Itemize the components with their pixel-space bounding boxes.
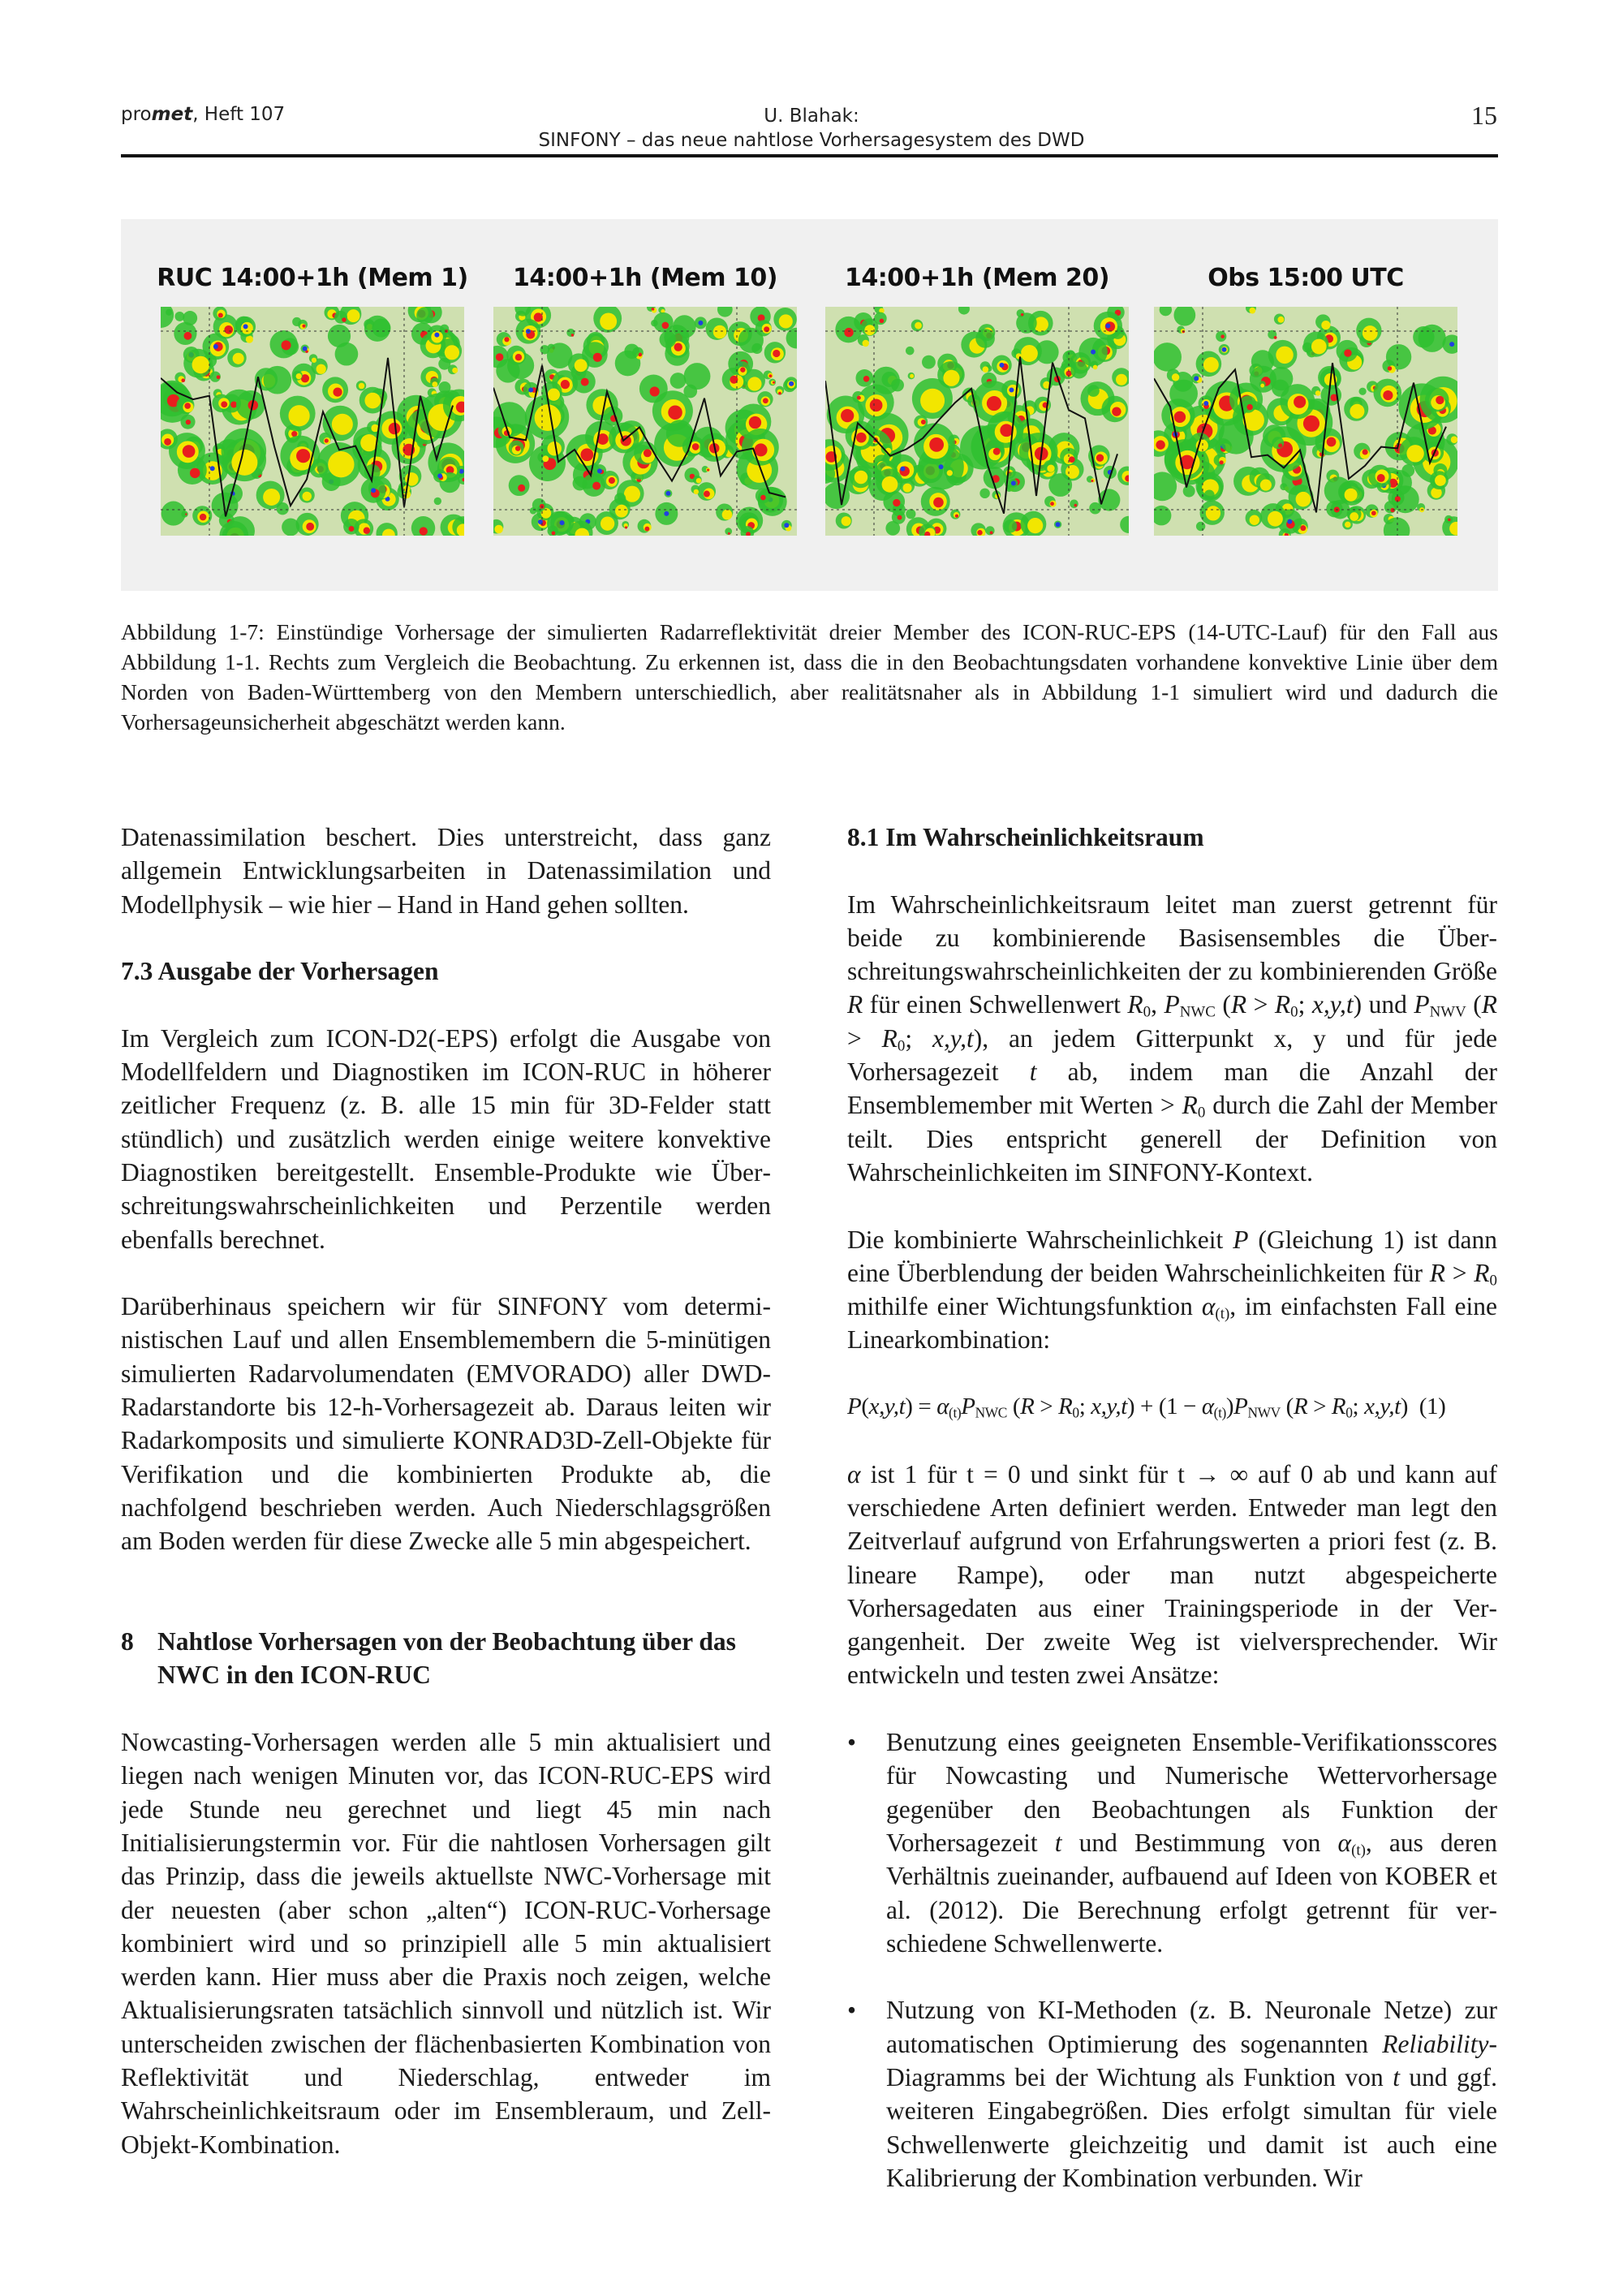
echo-yellow	[332, 414, 353, 435]
echo-red	[581, 378, 589, 386]
echo-red	[1294, 396, 1306, 408]
echo-yellow	[1093, 365, 1098, 370]
echo-red	[662, 322, 669, 330]
echo-green	[1070, 361, 1087, 378]
radar-reflectivity-plot	[825, 307, 1129, 536]
echo-green	[660, 331, 677, 348]
echo-red	[593, 353, 602, 362]
echo-red	[707, 469, 709, 472]
echo-yellow	[864, 325, 875, 335]
echo-red	[1021, 313, 1023, 316]
echo-blue	[597, 468, 602, 473]
echo-blue	[1287, 519, 1292, 524]
journal-issue: promet, Heft 107	[121, 104, 286, 125]
echo-red	[977, 530, 982, 535]
right-column	[847, 821, 1497, 2228]
echo-green	[624, 344, 639, 360]
echo-green	[1358, 388, 1366, 395]
echo-red	[990, 531, 993, 534]
echo-red	[181, 378, 185, 382]
echo-red	[728, 532, 730, 535]
echo-yellow	[535, 404, 562, 431]
echo-yellow	[1406, 445, 1423, 462]
echo-red	[921, 420, 926, 424]
echo-red	[933, 498, 944, 508]
echo-red	[644, 449, 652, 457]
echo-yellow	[1250, 515, 1259, 525]
echo-yellow	[1345, 489, 1358, 502]
echo-green	[1070, 499, 1078, 508]
echo-yellow	[1203, 357, 1219, 373]
echo-yellow	[1206, 506, 1220, 520]
radar-map	[825, 307, 1129, 536]
echo-blue	[213, 344, 218, 349]
echo-blue	[999, 363, 1004, 368]
radar-map	[493, 307, 797, 536]
radar-reflectivity-plot	[161, 307, 464, 536]
panel-title: RUC 14:00+1h (Mem 1)	[157, 264, 468, 292]
echo-red	[190, 468, 200, 479]
echo-red	[1069, 456, 1075, 463]
echo-green	[439, 381, 451, 394]
echo-yellow	[1321, 321, 1330, 330]
echo-yellow	[542, 455, 549, 462]
echo-yellow	[615, 505, 628, 518]
echo-blue	[1056, 522, 1061, 527]
echo-yellow	[863, 340, 869, 347]
echo-blue	[900, 467, 905, 472]
figure-1-7	[121, 219, 1498, 591]
echo-red	[1327, 437, 1337, 447]
left-column	[121, 821, 771, 2195]
echo-green	[1384, 501, 1397, 513]
echo-red	[1246, 404, 1252, 410]
echo-red	[224, 325, 233, 334]
echo-yellow	[722, 510, 733, 520]
echo-blue	[1449, 342, 1454, 347]
echo-red	[186, 420, 191, 424]
echo-green	[1196, 522, 1205, 531]
echo-green	[434, 498, 441, 505]
echo-red	[844, 328, 853, 337]
echo-red	[993, 448, 1001, 455]
echo-red	[870, 399, 883, 412]
echo-blue	[664, 511, 669, 516]
echo-yellow	[452, 368, 458, 373]
echo-blue	[1091, 350, 1096, 355]
bullet-icon: •	[847, 1996, 857, 2025]
echo-red	[183, 445, 196, 458]
echo-red	[221, 401, 227, 407]
echo-blue	[1221, 347, 1226, 352]
section-heading-7-3: 7.3 Ausgabe der Vorhersagen	[121, 957, 439, 986]
echo-green	[906, 509, 915, 519]
echo-blue	[528, 387, 533, 392]
echo-blue	[560, 520, 565, 525]
echo-green	[922, 355, 936, 369]
echo-red	[164, 438, 171, 446]
echo-red	[644, 527, 649, 532]
radar-map	[1154, 307, 1457, 536]
echo-yellow	[1345, 522, 1351, 528]
echo-yellow	[432, 381, 437, 387]
echo-green	[1154, 342, 1182, 371]
echo-red	[217, 375, 221, 379]
echo-red	[515, 354, 522, 360]
echo-red	[1220, 334, 1225, 338]
echo-yellow	[296, 373, 302, 379]
echo-yellow	[246, 335, 253, 342]
echo-green	[1204, 490, 1215, 501]
echo-red	[561, 380, 570, 389]
radar-map	[161, 307, 464, 536]
echo-yellow	[903, 484, 912, 493]
echo-red	[769, 374, 773, 377]
echo-red	[1074, 504, 1078, 507]
echo-red	[625, 526, 627, 528]
echo-red	[552, 532, 556, 536]
echo-red	[333, 388, 342, 397]
panel-title: 14:00+1h (Mem 10)	[513, 264, 777, 292]
section-title: Nahtlose Vorhersagen von der Beobachtung über das NWC in den ICON-RUC	[157, 1627, 736, 1690]
section-heading-8	[121, 1625, 771, 1692]
echo-yellow	[943, 370, 959, 386]
paragraph: α ist 1 für t = 0 und sinkt für t → ∞ auf 0 ab und kann auf verschiedene Arten definiert werden. Entweder man legt den Zeitverlauf aufgrund von Erfahrungswerten a priori fest (z. B. lineare Rampe), oder man nutzt abgespeicherte Vorhersagedaten aus einer Trainingsperiode in der Vergangenheit. Der zweite Weg ist vielversprechender. Wir entwickeln und testen zwei Ansätze:	[847, 1459, 1497, 1690]
echo-red	[1303, 416, 1319, 432]
echo-blue	[1011, 480, 1016, 485]
echo-green	[1089, 502, 1101, 515]
echo-red	[692, 443, 700, 450]
echo-blue	[437, 473, 442, 478]
echo-yellow	[855, 471, 868, 485]
echo-red	[1156, 440, 1165, 449]
echo-red	[652, 308, 655, 311]
bullet-icon: •	[847, 1728, 857, 1757]
echo-yellow	[575, 359, 588, 372]
echo-blue	[434, 333, 439, 338]
echo-blue	[371, 488, 376, 493]
section-heading-8-1: 8.1 Im Wahrscheinlichkeitsraum	[847, 823, 1204, 851]
echo-blue	[698, 321, 703, 325]
echo-red	[325, 439, 329, 443]
echo-red	[773, 350, 780, 357]
echo-green	[666, 420, 693, 446]
echo-red	[1050, 502, 1054, 506]
echo-green	[872, 367, 900, 394]
echo-red	[1371, 510, 1376, 515]
echo-yellow	[624, 486, 640, 502]
echo-blue	[210, 466, 215, 471]
echo-red	[200, 514, 206, 520]
echo-red	[755, 443, 768, 456]
echo-yellow	[1249, 308, 1255, 314]
echo-red	[1000, 424, 1013, 437]
echo-red	[893, 499, 900, 506]
echo-red	[496, 353, 504, 361]
echo-red	[987, 396, 1001, 411]
echo-yellow	[915, 322, 922, 330]
echo-yellow	[1350, 404, 1364, 419]
echo-green	[670, 373, 687, 389]
echo-yellow	[547, 442, 561, 455]
echo-yellow	[920, 389, 945, 413]
echo-green	[1004, 519, 1017, 532]
echo-yellow	[910, 374, 914, 378]
echo-green	[335, 342, 359, 366]
echo-yellow	[263, 489, 280, 506]
section-number: 8	[121, 1627, 134, 1656]
echo-yellow	[601, 516, 614, 530]
echo-green	[1272, 437, 1284, 449]
echo-red	[518, 485, 525, 492]
echo-blue	[243, 324, 248, 329]
echo-blue	[1009, 388, 1014, 393]
echo-green	[975, 329, 995, 348]
echo-yellow	[1276, 347, 1293, 364]
echo-red	[534, 312, 543, 321]
echo-red	[1383, 390, 1393, 400]
echo-red	[650, 386, 660, 396]
echo-green	[416, 307, 433, 324]
echo-green	[573, 476, 588, 491]
echo-yellow	[1451, 436, 1457, 443]
echo-red	[1220, 460, 1224, 464]
echo-red	[580, 448, 593, 461]
echo-red	[857, 396, 861, 400]
echo-red	[592, 482, 601, 490]
echo-red	[674, 342, 682, 351]
echo-red	[856, 433, 867, 443]
echo-yellow	[1260, 480, 1272, 491]
echo-red	[740, 367, 745, 372]
echo-yellow	[1435, 475, 1446, 486]
echo-red	[763, 398, 768, 403]
echo-red	[342, 317, 347, 322]
echo-blue	[1194, 376, 1199, 381]
echo-green	[1401, 464, 1414, 477]
echo-red	[184, 403, 191, 409]
echo-green	[1087, 385, 1100, 397]
echo-red	[1300, 525, 1306, 531]
echo-red	[898, 515, 902, 520]
echo-red	[306, 523, 314, 531]
echo-yellow	[1363, 325, 1378, 341]
echo-red	[296, 449, 310, 463]
panel-title: 14:00+1h (Mem 20)	[845, 264, 1109, 292]
echo-red	[880, 319, 884, 323]
echo-yellow	[842, 516, 851, 526]
echo-red	[504, 337, 509, 342]
echo-red	[1344, 349, 1351, 356]
radar-reflectivity-plot	[1154, 307, 1457, 536]
echo-red	[841, 409, 854, 422]
echo-red	[749, 416, 761, 429]
echo-green	[985, 526, 994, 535]
echo-green	[1017, 309, 1025, 317]
echo-green	[1098, 489, 1120, 510]
echo-green	[1065, 350, 1075, 360]
echo-red	[704, 491, 710, 498]
echo-yellow	[231, 450, 257, 476]
echo-red	[1174, 411, 1186, 423]
echo-green	[263, 366, 291, 394]
echo-red	[571, 334, 575, 337]
echo-yellow	[312, 358, 316, 363]
echo-blue	[789, 381, 794, 386]
echo-red	[863, 376, 870, 382]
echo-yellow	[233, 353, 244, 364]
echo-yellow	[696, 478, 701, 483]
echo-red	[282, 340, 291, 350]
paragraph: Darüberhinaus speichern wir für SINFONY vom deterministischen Lauf und allen Ensemblemembern die 5-minütigen simulierten Radarvolumendaten (EMVORADO) aller DWD-Radarstandorte bis 12-h-Vorhersagezeit ab. Daraus leiten wir Radarkomposits und simulierte KONRAD3D-Zell-Objekte für Verifikation und die kombinierten Produkte ab, die nachfolgend beschrieben werden. Auch Niederschlagsgrößen am Boden werden für diese Zwecke alle 5 min abgespeichert.	[121, 1292, 771, 1556]
echo-green	[364, 316, 390, 342]
echo-blue	[665, 491, 670, 496]
author: U. Blahak:	[764, 106, 859, 127]
echo-yellow	[1311, 339, 1327, 355]
echo-yellow	[1021, 345, 1038, 362]
equation-1: $P(x,y,t) = \alpha_{(t)}P_{NWC}$ ($R > R_0$; $x,y,t) + (1 - \alpha_{(t)})P_{NWV}$ ($R > R_0$; x,y,t) (1)	[847, 1394, 1446, 1421]
echo-yellow	[694, 489, 699, 494]
list-item	[847, 1725, 1497, 1960]
echo-red	[1377, 474, 1385, 482]
echo-blue	[784, 523, 789, 528]
echo-green	[653, 312, 674, 333]
echo-red	[1388, 366, 1392, 370]
echo-yellow	[302, 492, 311, 501]
echo-green	[1419, 325, 1446, 352]
echo-yellow	[1277, 317, 1284, 323]
echo-red	[1112, 407, 1121, 416]
echo-red	[218, 312, 223, 317]
echo-red	[1448, 519, 1451, 522]
echo-red	[1091, 480, 1093, 482]
echo-yellow	[548, 389, 560, 401]
echo-yellow	[347, 309, 360, 322]
echo-yellow	[364, 393, 381, 409]
echo-yellow	[983, 366, 989, 373]
page-number: 15	[1471, 101, 1497, 130]
echo-red	[1278, 443, 1282, 447]
paragraph: Im Wahrscheinlichkeitsraum leitet man zuerst getrennt für beide zu kombinierende Basisensembles die Überschreitungswahrscheinlichkeiten der zu kombinierenden Größe R für einen Schwellenwert $R_0$, $P_{NWC}$ ($R > R_0$; x,y,t) und $P_{NWV}$ ($R > R_0$; x,y,t), an jedem Gitterpunkt x, y und für jede Vorhersagezeit t ab, indem man die Anzahl der Ensemblemember mit Werten > $R_0$ durch die Zahl der Member teilt. Dies entspricht generell der Definition von Wahrscheinlichkeiten im SINFONY-Kontext.	[847, 890, 1498, 1187]
echo-red	[183, 332, 192, 340]
echo-green	[282, 519, 299, 536]
echo-red	[364, 528, 370, 534]
echo-yellow	[1027, 518, 1043, 533]
echo-yellow	[445, 345, 459, 360]
echo-yellow	[779, 314, 793, 328]
echo-green	[334, 311, 347, 324]
article-title: SINFONY – das neue nahtlose Vorhersagesystem des DWD	[538, 130, 1085, 151]
echo-yellow	[494, 525, 503, 534]
echo-yellow	[600, 312, 617, 330]
figure-caption: Abbildung 1-7: Einstündige Vorhersage der simulierten Radarreflektivität dreier Member des ICON-RUC-EPS (14-UTC-Lauf) für den Fall aus Abbildung 1-1. Rechts zum Vergleich die Beobachtung. Zu erkennen ist, dass die in den Beobachtungsdaten vorhandene konvektive Linie über dem Norden von Baden-Württemberg von den Membern unterschiedlich, aber realitätsnaher als in Abbildung 1-1 simuliert wird und dadurch die Vorhersageunsicherheit abgeschätzt werden kann.	[121, 619, 1498, 734]
echo-blue	[939, 464, 944, 469]
echo-red	[1436, 396, 1444, 404]
echo-red	[1363, 449, 1368, 454]
echo-red	[929, 437, 944, 452]
echo-red	[302, 325, 305, 328]
list-item	[847, 1993, 1497, 2195]
header-rule	[121, 154, 1498, 157]
echo-green	[166, 309, 172, 316]
echo-yellow	[747, 377, 761, 390]
echo-red	[349, 526, 355, 532]
echo-green	[1183, 485, 1195, 498]
list-item-text: Nutzung von KI-Methoden (z. B. Neuronale Netze) zur automatischen Optimierung des sogenannten Reliability- Diagramms bei der Wichtung als Funktion von t und ggf. weiteren Eingabegrößen. Dies erfolgt simultan für viele Schwellenwerte gleichzeitig und damit ist auch eine Kalibrierung der Kombination verbunden. Wir	[886, 1996, 1497, 2192]
list-item-text: Benutzung eines geeigneten Ensemble-Verifikationsscores für Nowcasting und Numerische Wettervorhersage gegenüber den Beobachtungen als Funktion der Vorhersagezeit t und Bestimmung von $\alpha_{(t)}$, aus deren Verhältnis zueinander, aufbauend auf Ideen von KOBER et al. (2012). Die Berechnung erfolgt getrennt für verschiedene Schwellenwerte.	[886, 1728, 1497, 1958]
echo-yellow	[192, 356, 209, 373]
echo-blue	[303, 347, 308, 351]
echo-yellow	[947, 470, 953, 476]
paragraph: Nowcasting-Vorhersagen werden alle 5 min aktualisiert und liegen nach wenigen Minuten vor, das ICON-RUC-EPS wird jede Stunde neu gerechnet und liegt 45 min nach Initialisierungstermin vor. Für die nahtlosen Vorhersagen gilt das Prinzip, dass die jeweils aktuellste NWC-Vorhersage mit der neuesten (aber schon „alten“) ICON-RUC-Vorhersage kombiniert wird und so prinzipiell alle 5 min aktualisiert werden kann. Hier muss aber die Praxis noch zeigen, welche Aktualisierungsraten tatsächlich sinnvoll und nützlich ist. Wir unterscheiden zwischen der flächenbasierten Kombination von Reflektivität und Niederschlag, entweder im Wahrscheinlichkeitsraum oder im Ensembleraum, und Zell-Objekt-Kombination.	[121, 1728, 771, 2159]
echo-yellow	[359, 383, 364, 389]
echo-yellow	[1116, 374, 1127, 386]
echo-red	[420, 527, 428, 535]
echo-yellow	[1047, 464, 1054, 472]
echo-yellow	[882, 476, 898, 493]
echo-green	[906, 347, 915, 355]
echo-yellow	[713, 325, 727, 339]
panel-title: Obs 15:00 UTC	[1208, 264, 1404, 292]
radar-reflectivity-plot	[493, 307, 797, 536]
echo-green	[751, 343, 762, 354]
paragraph: Die kombinierte Wahrscheinlichkeit P (Gleichung 1) ist dann eine Überblendung der beiden Wahrscheinlichkeiten für $R > R_0$ mithilfe einer Wichtungsfunktion $\alpha_{(t)}$, im einfachsten Fall eine Linearkombination:	[847, 1225, 1497, 1355]
echo-yellow	[328, 451, 354, 477]
echo-blue	[1203, 401, 1208, 406]
echo-yellow	[1260, 384, 1264, 388]
echo-red	[955, 515, 958, 518]
echo-yellow	[288, 405, 309, 426]
echo-red	[1274, 336, 1277, 339]
echo-yellow	[1296, 492, 1311, 507]
echo-blue	[1105, 323, 1110, 328]
echo-red	[668, 405, 682, 420]
echo-yellow	[1268, 511, 1283, 527]
echo-red	[1096, 454, 1104, 462]
echo-red	[760, 495, 766, 501]
echo-red	[773, 381, 775, 384]
echo-yellow	[316, 364, 326, 374]
echo-red	[1390, 508, 1394, 512]
echo-yellow	[1315, 390, 1321, 396]
echo-green	[979, 489, 989, 498]
echo-yellow	[1172, 373, 1179, 381]
echo-green	[161, 502, 186, 526]
echo-red	[515, 446, 521, 451]
echo-red	[778, 392, 781, 395]
paragraph: Im Vergleich zum ICON-D2(-EPS) erfolgt die Ausgabe von Modellfeldern und Diagnostiken im ICON-RUC in höherer zeitlicher Frequenz (z. B. alle 15 min für 3D-Felder statt stündlich) und zusätzlich werden einige weitere konvektive Diagnostiken bereitgestellt. Ensemble-Produkte wie Überschreitungswahrscheinlichkeiten und Perzentile werden ebenfalls berechnet.	[121, 1023, 771, 1254]
echo-red	[609, 477, 615, 484]
echo-yellow	[1350, 512, 1358, 521]
echo-red	[1182, 330, 1185, 333]
paragraph: Datenassimilation beschert. Dies unterstreicht, dass ganz allgemein Entwicklungsarbeiten in Datenassimilation und Modellphysik – wie hier – Hand in Hand gehen sollten.	[121, 823, 771, 919]
running-header	[0, 104, 1623, 153]
